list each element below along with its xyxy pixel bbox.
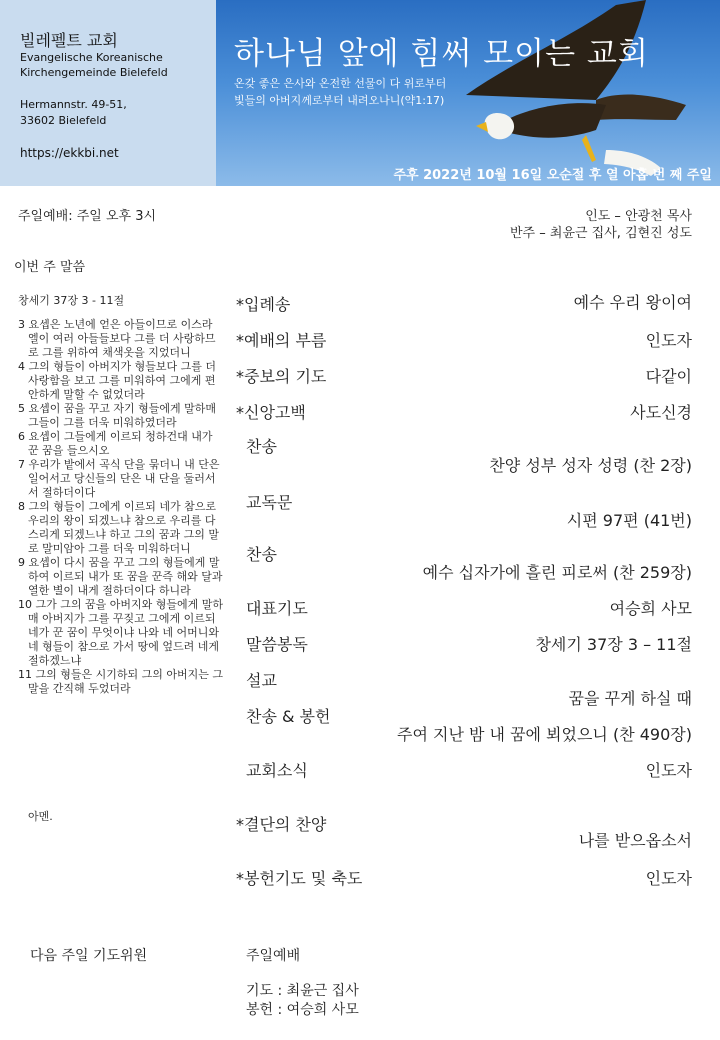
order-detail: 인도자 [645,331,692,350]
banner-title: 하나님 앞에 힘써 모이는 교회 [234,36,649,72]
order-item: 찬송 [246,437,277,456]
footer-service-label: 주일예배 [246,948,301,964]
order-item: 대표기도 [246,599,308,618]
service-time: 주일예배: 주일 오후 3시 [18,209,157,224]
order-detail: 꿈을 꾸게 하실 때 [568,689,692,708]
footer-prayer: 기도 : 최윤근 집사 [246,983,359,999]
verse: 10 그가 그의 꿈을 아버지와 형들에게 말하매 아버지가 그를 꾸짖고 그에게 이르되 네가 꾼 꿈이 무엇이냐 나와 네 어머니와 네 형들이 참으로 가서 땅에 엎드려 네게 절하겠느냐 [18,598,223,667]
order-detail: 찬양 성부 성자 성령 (찬 2장) [489,456,692,475]
leader: 인도 – 안광천 목사 [585,209,692,224]
order-item: 설교 [246,671,277,690]
order-detail: 인도자 [645,869,692,888]
church-url[interactable]: https://ekkbi.net [20,146,119,160]
verse: 6 요셉이 그들에게 이르되 청하건대 내가 꾼 꿈을 들으시오 [18,430,213,457]
banner-verse: 온갖 좋은 은사와 온전한 선물이 다 위로부터 빛들의 아버지께로부터 내려오나니(약1:17) [234,77,447,107]
order-item: *예배의 부름 [236,331,327,350]
church-name: 빌레펠트 교회 [20,31,118,50]
order-item: *봉헌기도 및 축도 [236,869,363,888]
order-item: *신앙고백 [236,403,306,422]
footer-offering: 봉헌 : 여승희 사모 [246,1002,359,1018]
order-detail: 인도자 [645,761,692,780]
order-detail: 시편 97편 (41번) [566,511,692,530]
order-detail: 여승희 사모 [609,599,692,618]
accompanist: 반주 – 최윤근 집사, 김현진 성도 [510,226,692,241]
church-address: Hermannstr. 49-51, 33602 Bielefeld [20,98,127,127]
order-item: *입례송 [236,295,291,314]
order-detail: 다같이 [645,367,692,386]
order-detail: 창세기 37장 3 – 11절 [535,635,692,654]
verse: 8 그의 형들이 그에게 이르되 네가 참으로 우리의 왕이 되겠느냐 참으로 우리를 다스리게 되겠느냐 하고 그의 꿈과 그의 말로 말미암아 그를 더욱 미워하더니 [18,500,219,555]
scripture-verses [18,318,223,696]
order-item: 찬송 & 봉헌 [246,707,331,726]
order-detail: 사도신경 [630,403,692,422]
verse: 4 그의 형들이 아버지가 형들보다 그를 더 사랑함을 보고 그를 미워하여 그에게 편안하게 말할 수 없었더라 [18,360,216,401]
order-item: 찬송 [246,545,277,564]
order-item: *결단의 찬양 [236,815,327,834]
service-date: 주후 2022년 10월 16일 오순절 후 열 아홉 번 째 주일 [393,168,712,183]
verse: 3 요셉은 노년에 얻은 아들이므로 이스라엘이 여러 아들들보다 그를 더 사랑하므로 그를 위하여 채색옷을 지었더니 [18,318,216,359]
banner [216,0,720,186]
order-item: 교회소식 [246,761,308,780]
order-detail: 나를 받으옵소서 [578,831,692,850]
verse: 5 요셉이 꿈을 꾸고 자기 형들에게 말하매 그들이 그를 더욱 미워하였더라 [18,402,216,429]
verse: 7 우리가 밭에서 곡식 단을 묶더니 내 단은 일어서고 당신들의 단은 내 단을 둘러서서 절하더이다 [18,458,220,499]
order-detail: 예수 우리 왕이여 [573,293,692,312]
amen: 아멘. [28,810,53,823]
verse: 11 그의 형들은 시기하되 그의 아버지는 그 말을 간직해 두었더라 [18,668,223,695]
church-name-german: Evangelische Koreanische Kirchengemeinde Bielefeld [20,51,168,79]
scripture-section-title: 이번 주 말씀 [14,260,86,275]
order-detail: 주여 지난 밤 내 꿈에 뵈었으니 (찬 490장) [396,725,692,744]
church-info-box [0,0,216,186]
scripture-reference: 창세기 37장 3 - 11절 [18,294,125,307]
order-item: *중보의 기도 [236,367,327,386]
order-item: 교독문 [246,493,293,512]
verse: 9 요셉이 다시 꿈을 꾸고 그의 형들에게 말하여 이르되 내가 또 꿈을 꾼즉 해와 달과 열한 별이 내게 절하더이다 하니라 [18,556,223,597]
next-week-prayer-label: 다음 주일 기도위원 [30,948,148,964]
order-detail: 예수 십자가에 흘린 피로써 (찬 259장) [422,563,692,582]
order-item: 말씀봉독 [246,635,308,654]
bulletin-header [0,0,720,186]
